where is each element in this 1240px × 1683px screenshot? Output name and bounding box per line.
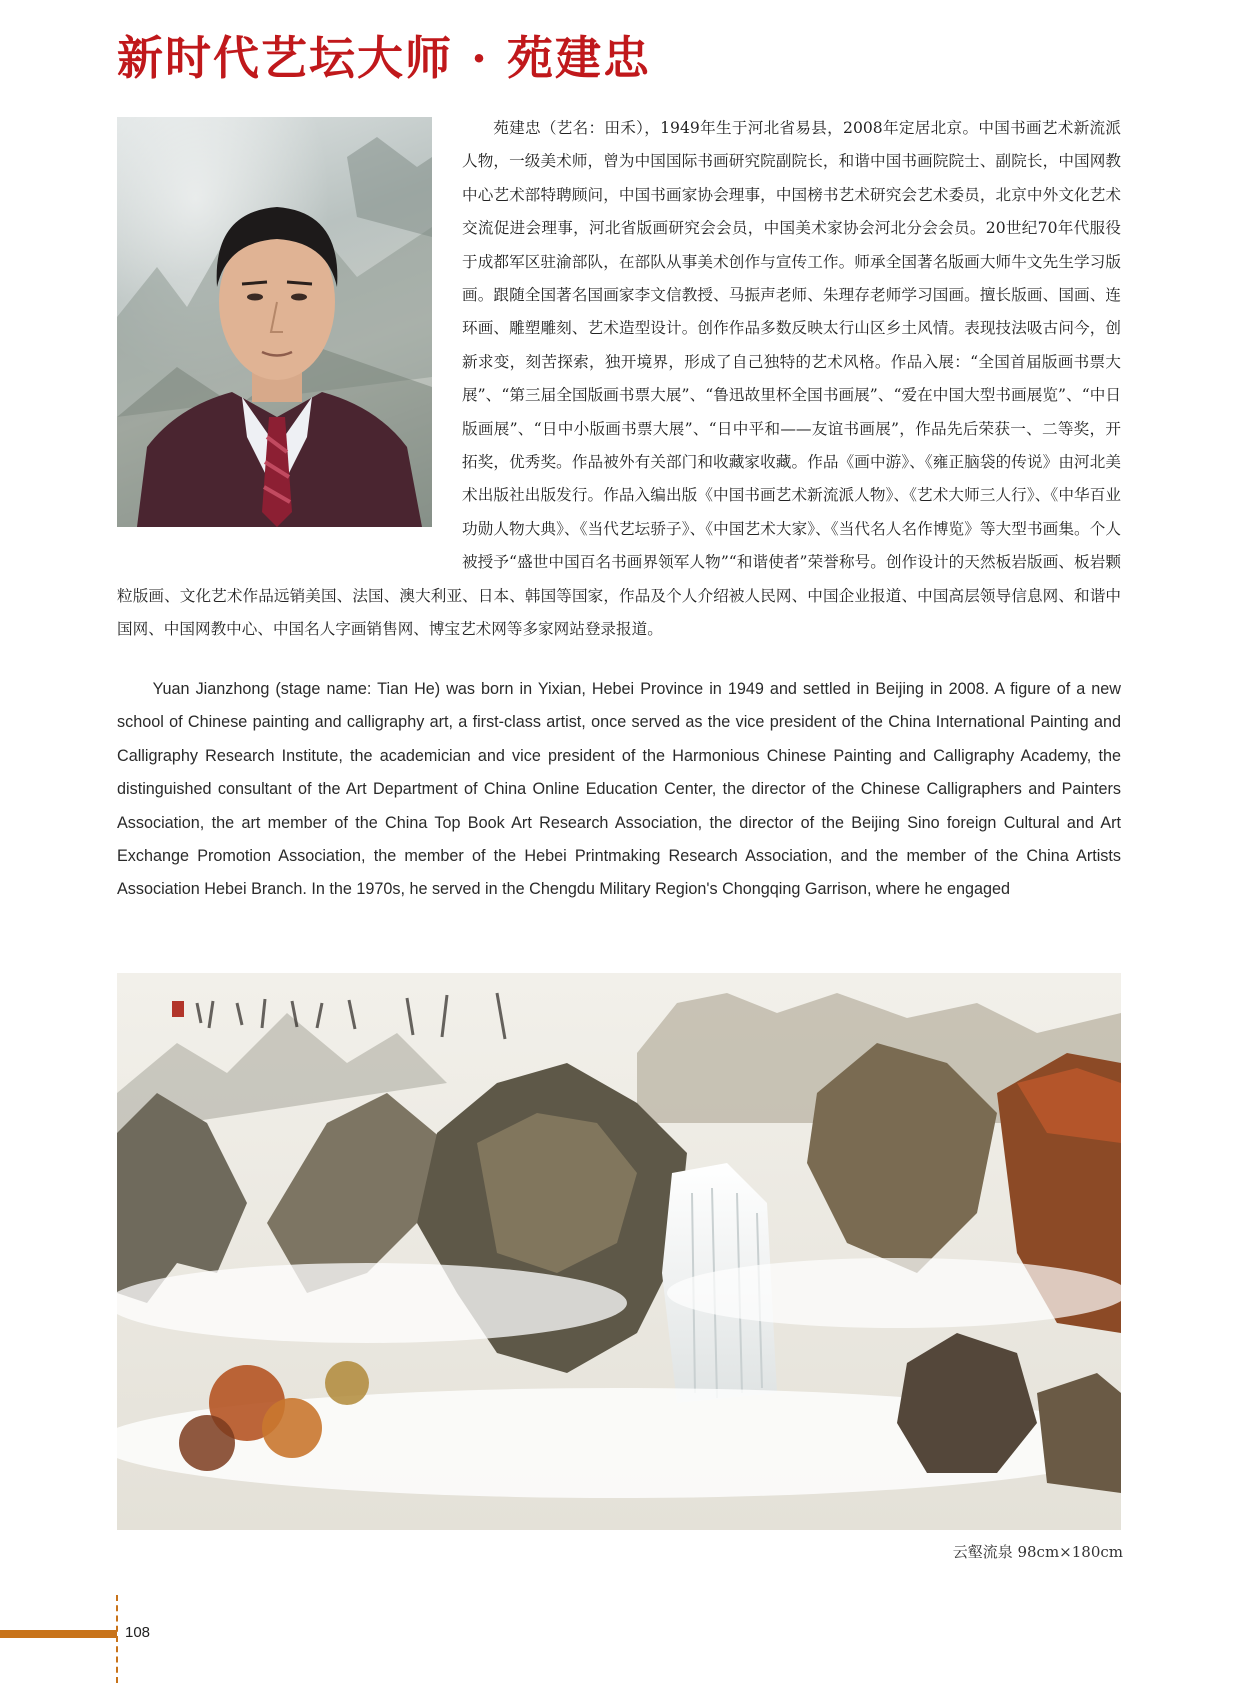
footer-accent-bar — [0, 1630, 117, 1638]
biography-english-paragraph: Yuan Jianzhong (stage name: Tian He) was born in Yixian, Hebei Province in 1949 and settled in Beijing in 2008. A figure of a new school of Chinese painting and calligraphy art, a first-class artist, once served as the vice president of the China International Painting and Calligraphy Research Institute, the academician and vice president of the Harmonious Chinese Painting and Calligraphy Academy, the distinguished consultant of the Art Department of China Online Education Center, the director of the Chinese Calligraphers and Painters Association, the art member of the China Top Book Art Research Association, the director of the Beijing Sino foreign Cultural and Art Exchange Promotion Association, the member of the Hebei Printmaking Research Association, and the member of the China Artists Association Hebei Branch. In the 1970s, he served in the Chengdu Military Region's Chongqing Garrison, where he engaged — [117, 680, 1121, 899]
biography-english — [117, 673, 1121, 907]
biography-chinese-paragraph: 苑建忠（艺名：田禾），1949年生于河北省易县，2008年定居北京。中国书画艺术新流派人物，一级美术师，曾为中国国际书画研究院副院长，和谐中国书画院院士、副院长，中国网教中心艺术部特聘顾问，中国书画家协会理事，中国榜书艺术研究会艺术委员，北京中外文化艺术交流促进会理事，河北省版画研究会会员，中国美术家协会河北分会会员。20世纪70年代服役于成都军区驻渝部队，在部队从事美术创作与宣传工作。师承全国著名版画大师牛文先生学习版画。跟随全国著名国画家李文信教授、马振声老师、朱理存老师学习国画。擅长版画、国画、连环画、雕塑雕刻、艺术造型设计。创作作品多数反映太行山区乡土风情。表现技法吸古问今，创新求变，刻苦探索，独开境界，形成了自己独特的艺术风格。作品入展：“全国首届版画书票大展”、“第三届全国版画书票大展”、“鲁迅故里杯全国书画展”、“爱在中国大型书画展览”、“中日版画展”、“日中小版画书票大展”、“日中平和——友谊书画展”，作品先后荣获一、二等奖，开拓奖，优秀奖。作品被外有关部门和收藏家收藏。作品《画中游》、《雍正脑袋的传说》由河北美术出版社出版发行。作品入编出版《中国书画艺术新流派人物》、《艺术大师三人行》、《中华百业功勋人物大典》、《当代艺坛骄子》、《中国艺术大家》、《当代名人名作博览》等大型书画集。个人被授予“盛世中国百名书画界领军人物”“和谐使者”荣誉称号。创作设计的天然板岩版画、板岩颗粒版画、文化艺术作品远销美国、法国、澳大利亚、日本、韩国等国家，作品及个人介绍被人民网、中国企业报道、中国高层领导信息网、和谐中国网、中国网教中心、中国名人字画销售网、博宝艺术网等多家网站登录报道。 — [117, 119, 1121, 639]
footer-dashed-divider — [116, 1595, 118, 1683]
page-title: 新时代艺坛大师 · 苑建忠 — [117, 31, 652, 85]
page-number: 108 — [125, 1624, 151, 1641]
landscape-painting-image — [117, 973, 1121, 1530]
portrait-text-wrap-spacer — [117, 112, 462, 552]
painting-caption: 云壑流泉 98cm×180cm — [952, 1543, 1123, 1561]
biography-chinese — [117, 112, 1121, 647]
